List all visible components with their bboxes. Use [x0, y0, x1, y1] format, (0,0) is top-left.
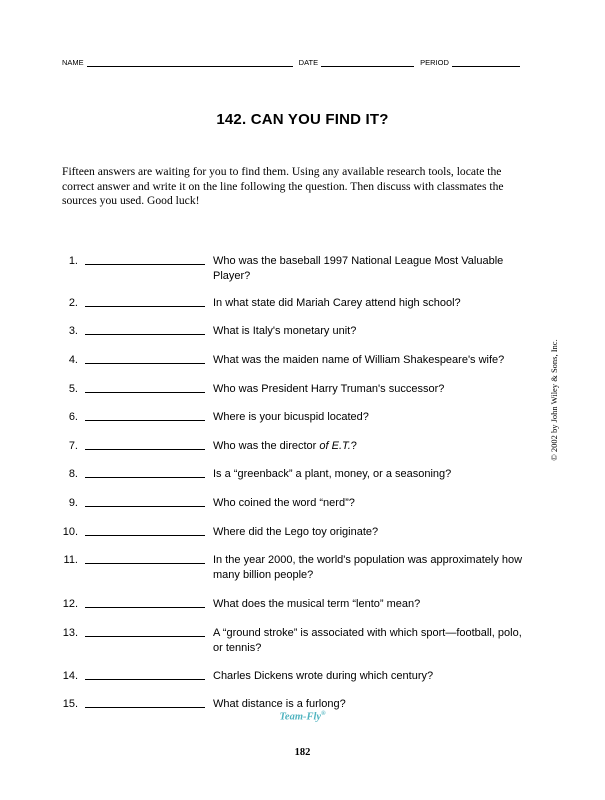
question-number: 8.	[68, 468, 78, 480]
question-number: 7.	[68, 440, 78, 452]
answer-blank[interactable]	[85, 535, 205, 536]
question-text: Charles Dickens wrote during which century?	[213, 670, 434, 682]
question-number: 2.	[68, 297, 78, 309]
answer-blank[interactable]	[85, 679, 205, 680]
answer-blank[interactable]	[85, 420, 205, 421]
question-text-title: of E.T.	[319, 440, 351, 452]
answer-blank[interactable]	[85, 707, 205, 708]
question-text-end: ?	[350, 440, 357, 452]
question-text: Who was President Harry Truman's successor?	[213, 383, 445, 395]
question-text-start: Who was the director	[213, 440, 320, 452]
student-info-header	[62, 55, 532, 67]
question-text: What does the musical term “lento” mean?	[213, 598, 421, 610]
team-fly-watermark	[0, 711, 605, 723]
question-text: A “ground stroke” is associated with which sport—football, polo, or tennis?	[213, 627, 522, 654]
page-number: 182	[294, 747, 311, 758]
answer-blank[interactable]	[85, 392, 205, 393]
answer-blank[interactable]	[85, 449, 205, 450]
watermark-text: Team-Fly	[279, 711, 322, 723]
question-text: What distance is a furlong?	[213, 698, 346, 710]
date-blank[interactable]	[321, 58, 414, 67]
copyright-notice: © 2002 by John Wiley & Sons, Inc.	[549, 339, 559, 461]
registered-mark: ®	[321, 711, 326, 717]
answer-blank[interactable]	[85, 334, 205, 335]
question-text: Where did the Lego toy originate?	[213, 526, 379, 538]
question-number: 11.	[63, 554, 78, 566]
answer-blank[interactable]	[85, 636, 205, 637]
answer-blank[interactable]	[85, 264, 205, 265]
period-label: PERIOD	[420, 58, 449, 67]
answer-blank[interactable]	[85, 306, 205, 307]
answer-blank[interactable]	[85, 363, 205, 364]
question-number: 9.	[68, 497, 78, 509]
question-text: Is a “greenback” a plant, money, or a seasoning?	[213, 468, 452, 480]
intro-paragraph: Fifteen answers are waiting for you to find them. Using any available research tools, locate the correct answer and write it on the line following the question. Then discuss with classmates the sources you used. Good luck!	[62, 165, 504, 207]
question-text: What is Italy's monetary unit?	[213, 325, 357, 337]
question-number: 1.	[68, 255, 78, 267]
name-blank[interactable]	[87, 58, 293, 67]
answer-blank[interactable]	[85, 607, 205, 608]
question-number: 14.	[62, 670, 78, 682]
question-number: 15.	[62, 698, 78, 710]
question-text: In the year 2000, the world's population was approximately how many billion people?	[213, 554, 523, 581]
question-number: 3.	[68, 325, 78, 337]
period-blank[interactable]	[452, 58, 520, 67]
question-number: 6.	[68, 411, 78, 423]
question-text: Who coined the word “nerd”?	[213, 497, 355, 509]
question-text: What was the maiden name of William Shakespeare's wife?	[213, 354, 505, 366]
date-label: DATE	[298, 58, 319, 67]
question-number: 5.	[68, 383, 78, 395]
question-text: In what state did Mariah Carey attend high school?	[213, 297, 461, 309]
question-number: 12.	[62, 598, 78, 610]
question-text: Who was the baseball 1997 National League Most Valuable Player?	[213, 255, 504, 282]
page-title: 142. CAN YOU FIND IT?	[216, 111, 389, 128]
question-number: 13.	[62, 627, 78, 639]
question-text: Where is your bicuspid located?	[213, 411, 369, 423]
question-text	[213, 439, 523, 454]
answer-blank[interactable]	[85, 506, 205, 507]
question-number: 4.	[68, 354, 78, 366]
question-number: 10.	[62, 526, 78, 538]
answer-blank[interactable]	[85, 477, 205, 478]
answer-blank[interactable]	[85, 563, 205, 564]
name-label: NAME	[62, 58, 84, 67]
